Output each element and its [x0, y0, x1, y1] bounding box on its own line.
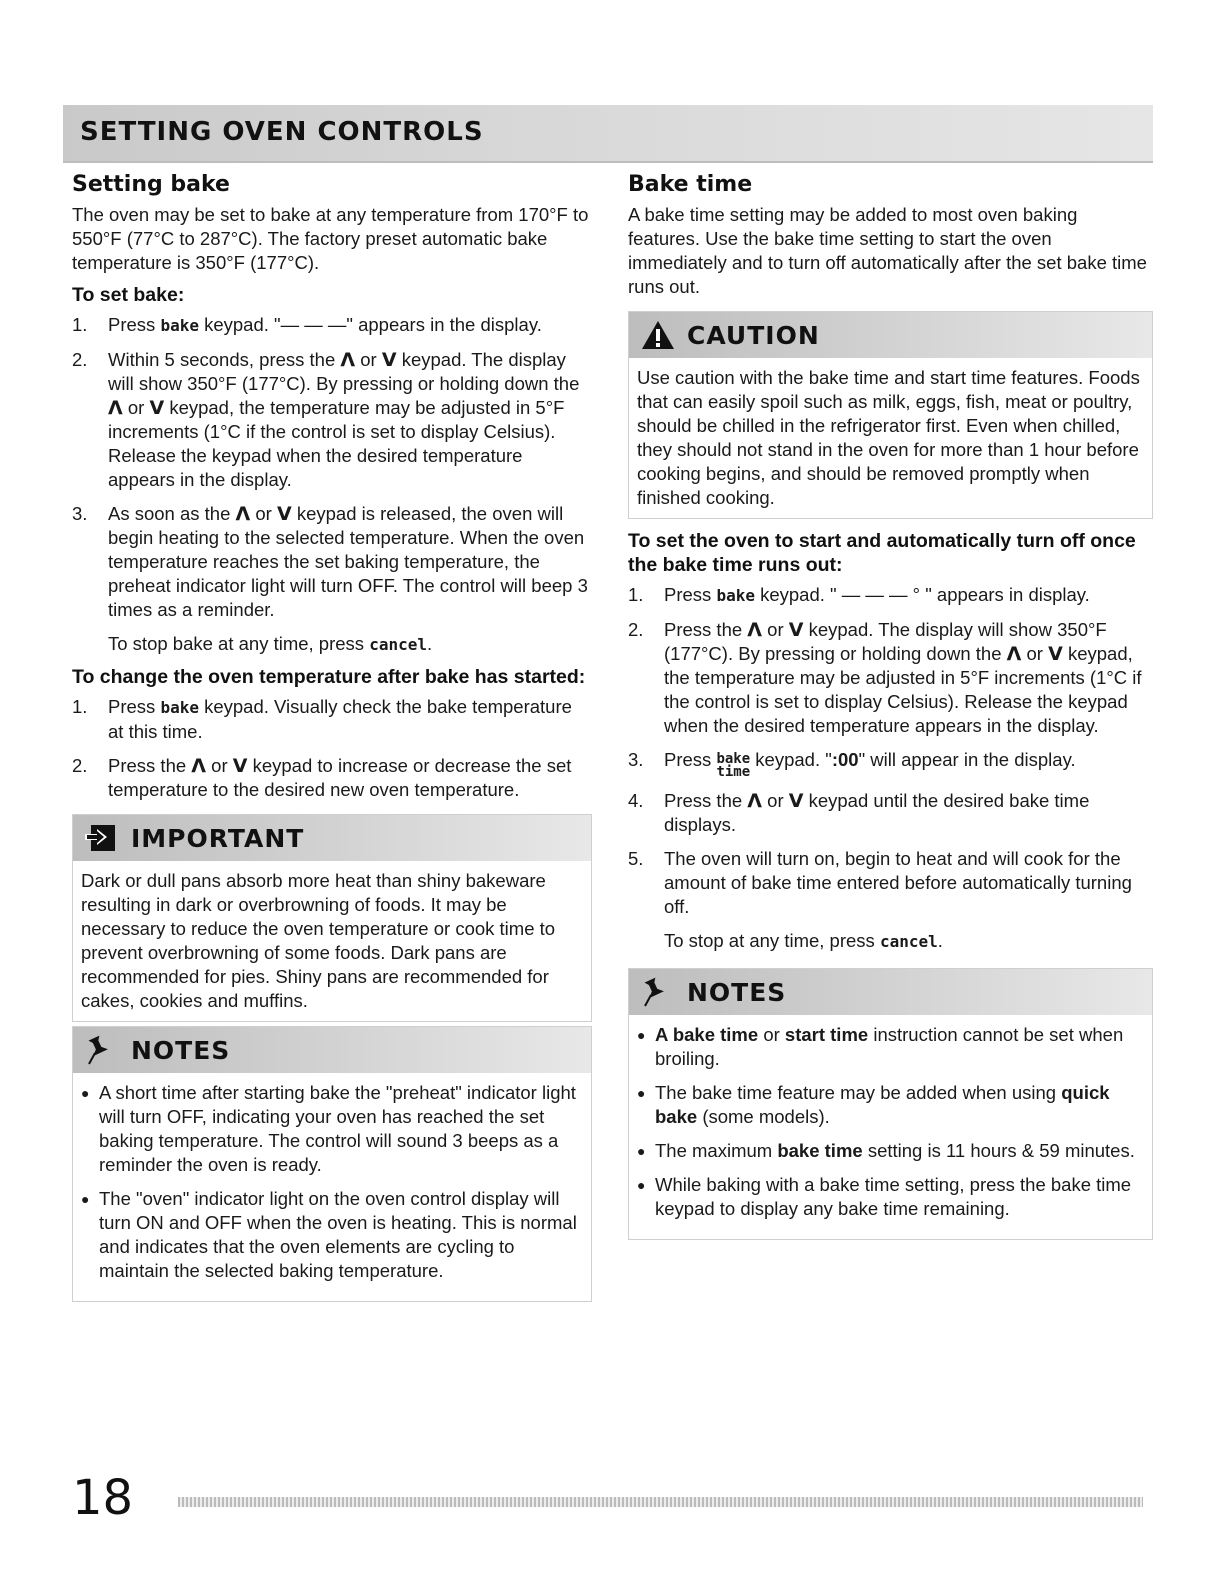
pushpin-icon — [85, 1035, 113, 1070]
list-item: 5. The oven will turn on, begin to heat and will cook for the amount of bake time entered before automatically turning off. — [628, 848, 1132, 917]
bullet-icon: ● — [81, 1085, 90, 1101]
down-arrow-icon: V — [232, 755, 248, 777]
important-box — [72, 814, 592, 1022]
down-arrow-icon: V — [381, 349, 397, 371]
notes-header — [73, 1027, 591, 1073]
important-header — [73, 815, 591, 861]
bullet-icon: ● — [637, 1027, 646, 1043]
list-item: 1. Press bake keypad. Visually check the bake temperature at this time. — [72, 696, 572, 742]
down-arrow-icon: V — [788, 790, 804, 812]
section-title: SETTING OVEN CONTROLS — [80, 117, 484, 147]
warning-triangle-icon — [641, 320, 675, 355]
list-item: ● A short time after starting bake the "preheat" indicator light will turn OFF, indicating your oven has reached the set baking temperature. The control will sound 3 beeps as a reminder the oven is ready. — [81, 1082, 576, 1175]
notes-box-right — [628, 968, 1153, 1240]
notes-header — [629, 969, 1152, 1015]
list-item: 1. Press bake keypad. "— — —" appears in the display. — [72, 314, 542, 335]
down-arrow-icon: V — [149, 397, 165, 419]
notes-box-left — [72, 1026, 592, 1302]
down-arrow-icon: V — [1048, 643, 1063, 665]
bake-time-intro: A bake time setting may be added to most oven baking features. Use the bake time setting to start the oven immediately and to turn off automatically after the set bake time runs out. — [628, 204, 1147, 297]
right-column — [628, 172, 1153, 1240]
list-item: 4. Press the Λ or V keypad until the desired bake time displays. — [628, 790, 1090, 835]
change-temp-heading: To change the oven temperature after bake has started: — [72, 666, 586, 688]
left-column — [72, 172, 592, 1302]
up-arrow-icon: Λ — [747, 790, 763, 812]
notes-title: NOTES — [131, 1036, 231, 1065]
list-item: ● A bake time or start time instruction cannot be set when broiling. — [637, 1024, 1124, 1069]
caution-header — [629, 312, 1152, 358]
bake-keypad-label: bake — [160, 316, 199, 335]
footer-rule — [178, 1497, 1143, 1507]
important-text: Dark or dull pans absorb more heat than shiny bakeware resulting in dark or overbrowning of foods. It may be necessary to reduce the oven temperature or cook time to prevent overbrowning of some foods. Dark pans are recommended for pies. Shiny pans are recommended for cakes, cookies and muffins. — [81, 870, 556, 1011]
change-temp-steps — [72, 695, 592, 802]
bullet-icon: ● — [637, 1143, 646, 1159]
list-item: ● While baking with a bake time setting, press the bake time keypad to display any bake time remaining. — [637, 1174, 1132, 1219]
down-arrow-icon: V — [276, 503, 292, 525]
up-arrow-icon: Λ — [340, 349, 356, 371]
page-number: 18 — [72, 1470, 134, 1526]
bake-keypad-label: bake — [160, 698, 199, 717]
set-bake-time-heading: To set the oven to start and automatically turn off once the bake time runs out: — [628, 530, 1136, 576]
caution-text: Use caution with the bake time and start time features. Foods that can easily spoil such as milk, eggs, fish, meat or poultry, should be chilled in the refrigerator first. Even when chilled, they should not stand in the oven for more than 1 hour before cooking begins, and should be removed promptly when finished cooking. — [637, 367, 1140, 508]
list-item: 1. Press bake keypad. " — — — ° " appears in display. — [628, 584, 1090, 605]
up-arrow-icon: Λ — [747, 619, 763, 641]
caution-title: CAUTION — [687, 321, 820, 350]
bake-time-steps — [628, 583, 1153, 919]
list-item: ● The "oven" indicator light on the oven control display will turn ON and OFF when the oven is heating. This is normal and indicates that the oven elements are cycling to maintain the selected baking temperature. — [81, 1188, 577, 1281]
list-item: 3. Press bake time keypad. ":00" will appear in the display. — [628, 749, 1076, 780]
arrow-into-box-icon — [85, 823, 117, 858]
notes-title: NOTES — [687, 978, 787, 1007]
important-title: IMPORTANT — [131, 824, 305, 853]
setting-bake-heading: Setting bake — [72, 172, 230, 197]
bullet-icon: ● — [637, 1177, 646, 1193]
list-item: 3. As soon as the Λ or V keypad is released, the oven will begin heating to the selected temperature. When the oven temperature reaches the set baking temperature, the preheat indicator light will turn OFF. The control will beep 3 times as a reminder. — [72, 503, 588, 620]
bake-time-keypad-label: bake time — [716, 751, 751, 780]
set-bake-steps — [72, 313, 592, 622]
cancel-keypad-label: cancel — [879, 932, 938, 951]
bake-keypad-label: bake — [716, 586, 755, 605]
list-item: 2. Press the Λ or V keypad. The display will show 350°F (177°C). By pressing or holding down the Λ or V keypad, the temperature may be adjusted in 5°F increments (1°C if the control is set to display Celsius). Release the keypad when the desired temperature appears in the display. — [628, 619, 1142, 736]
down-arrow-icon: V — [788, 619, 804, 641]
stop-bake-time-text: To stop at any time, press cancel. — [664, 930, 943, 951]
list-item: ● The bake time feature may be added when using quick bake (some models). — [637, 1082, 1110, 1127]
setting-bake-intro: The oven may be set to bake at any temperature from 170°F to 550°F (77°C to 287°C). The factory preset automatic bake temperature is 350°F (177°C). — [72, 204, 589, 273]
cancel-keypad-label: cancel — [369, 635, 427, 654]
list-item: 2. Press the Λ or V keypad to increase or decrease the set temperature to the desired new oven temperature. — [72, 755, 572, 800]
bake-time-heading: Bake time — [628, 172, 753, 197]
bullet-icon: ● — [81, 1191, 90, 1207]
up-arrow-icon: Λ — [108, 397, 123, 419]
up-arrow-icon: Λ — [235, 503, 251, 525]
to-set-bake-heading: To set bake: — [72, 284, 185, 306]
bullet-icon: ● — [637, 1085, 646, 1101]
up-arrow-icon: Λ — [1006, 643, 1022, 665]
list-item: 2. Within 5 seconds, press the Λ or V keypad. The display will show 350°F (177°C). By pressing or holding down the Λ or V keypad, the temperature may be adjusted in 5°F increments (1°C if the control is set to display Celsius). Release the keypad when the desired temperature appears in the display. — [72, 349, 580, 490]
section-banner — [63, 105, 1153, 163]
stop-bake-text: To stop bake at any time, press cancel. — [108, 633, 433, 654]
list-item: ● The maximum bake time setting is 11 hours & 59 minutes. — [637, 1140, 1135, 1161]
pushpin-icon — [641, 977, 669, 1012]
caution-box — [628, 311, 1153, 519]
up-arrow-icon: Λ — [191, 755, 207, 777]
